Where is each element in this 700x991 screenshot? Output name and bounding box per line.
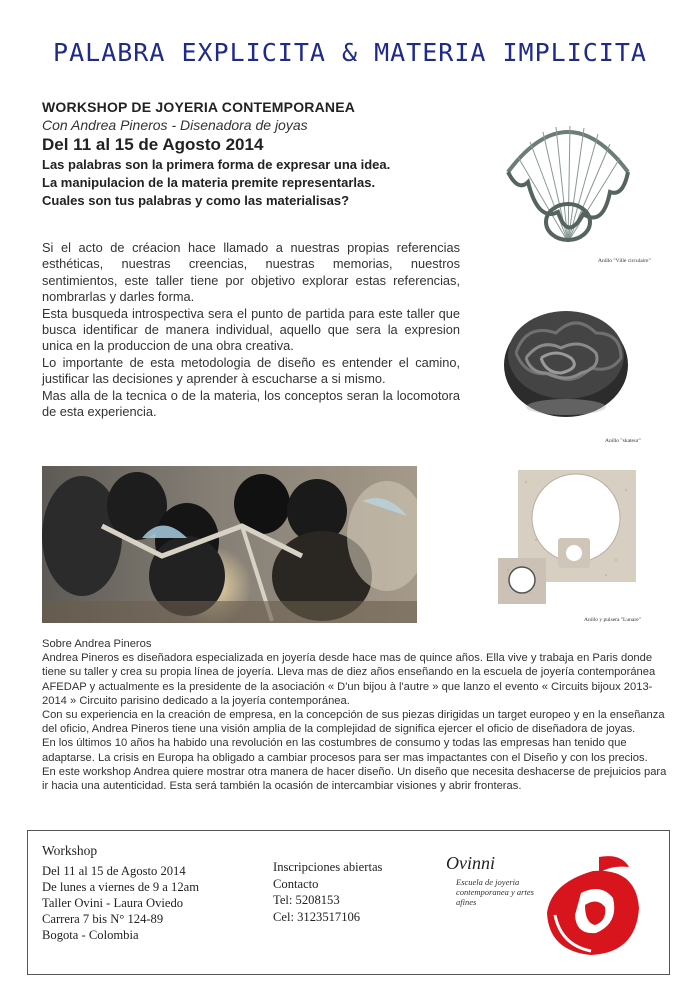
detail-line: Carrera 7 bis N° 124-89 xyxy=(42,912,164,926)
footer-heading: Workshop xyxy=(42,843,98,858)
description-paragraph: Esta busqueda introspectiva sera el punto de partida para este taller que busca identificar de manera individual, aquello que sera la expresion unica en la produccion de una obra creativa. xyxy=(42,305,460,354)
logo-tagline: Escuela de joyeria contemporanea y artes afines xyxy=(456,877,534,907)
about-section xyxy=(42,637,667,793)
ring-photo-skateur xyxy=(496,303,636,423)
logo-mark-icon xyxy=(541,853,646,958)
workshop-details xyxy=(42,843,199,943)
workshop-subtitle: Con Andrea Pineros - Disenadora de joyas xyxy=(42,117,308,133)
footer-box xyxy=(27,830,670,975)
workshop-intro xyxy=(42,99,462,209)
detail-line: De lunes a viernes de 9 a 12am xyxy=(42,880,200,894)
about-heading: Sobre Andrea Pineros xyxy=(42,638,152,650)
detail-line: Taller Ovini - Laura Oviedo xyxy=(42,896,184,910)
lead-line: Cuales son tus palabras y como las materialisas? xyxy=(42,193,350,208)
lead-line: La manipulacion de la materia premite representarlas. xyxy=(42,175,376,190)
contact-line: Contacto xyxy=(273,876,319,891)
ring3-caption: Anillo y pulsera "Lunare" xyxy=(584,617,641,623)
workshop-heading: WORKSHOP DE JOYERIA CONTEMPORANEA xyxy=(42,99,356,115)
description-paragraph: Mas alla de la tecnica o de la materia, los conceptos seran la locomotora de esta experiencia. xyxy=(42,387,460,420)
contact-details xyxy=(273,859,382,925)
ovinni-logo xyxy=(446,847,656,965)
about-paragraph: En los últimos 10 años ha habido una revolución en las costumbres de consumo y todas las empresas han tenido que adaptarse. La crisis en Europa ha obligado a cambiar procesos para ser mas impactantes con el Diseño y con los precios. xyxy=(42,737,648,764)
logo-name: Ovinni xyxy=(446,853,495,873)
about-paragraph: En este workshop Andrea quiere mostrar otra manera de hacer diseño. Un diseño que necesita deshacerse de prejuicios para ir hacia una autenticidad. Esta será también la ocasión de intercambiar visiones y abrir fronteras. xyxy=(42,765,667,793)
workshop-dates: Del 11 al 15 de Agosto 2014 xyxy=(42,135,264,154)
ring-photo-lunare xyxy=(496,470,641,605)
description-paragraph: Si el acto de créacion hace llamado a nuestras propias referencias esthéticas, nuestras creencias, nuestras memorias, nuestros sentimientos, este taller tiene por objetivo explorar estas referencias, nombrarlas y darles forma. xyxy=(42,240,460,305)
workshop-description xyxy=(42,240,460,420)
description-paragraph: Lo importante de esta metodologia de diseño es entender el camino, justificar las decisiones y aprender à escucharse a si mismo. xyxy=(42,354,460,387)
contact-line: Inscripciones abiertas xyxy=(273,860,383,874)
detail-line: Del 11 al 15 de Agosto 2014 xyxy=(42,864,186,878)
contact-line: Tel: 5208153 xyxy=(273,893,340,907)
ring1-caption: Anillo "Ville circulaire" xyxy=(598,258,651,264)
lead-line: Las palabras son la primera forma de expresar una idea. xyxy=(42,157,391,172)
workshop-photo xyxy=(42,466,417,623)
detail-line: Bogota - Colombia xyxy=(42,928,139,942)
contact-line: Cel: 3123517106 xyxy=(273,909,361,924)
ring2-caption: Anillo "skateur" xyxy=(605,438,641,444)
ring-photo-ville-circulaire xyxy=(498,102,638,247)
page-title: PALABRA EXPLICITA & MATERIA IMPLICITA xyxy=(53,38,647,67)
about-paragraph: Con su experiencia en la creación de empresa, en la concepción de sus piezas dirigidas un target europeo y en la enseñanza del oficio, Andrea Pineros tiene una visión amplia de la complejidad de significa ejercer el oficio de diseñadora de joyas. xyxy=(42,709,665,736)
about-paragraph: Andrea Pineros es diseñadora especializada en joyería desde hace mas de quince años. Ella vive y trabaja en Paris donde tiene su taller y crea su propia línea de joyería. Lleva mas de diez años enseñando en la escuela de joyería contemporánea AFEDAP y actualmente es la presidente de la asociación « D'un bijou à l'autre » que lanzo el evento « Circuits bijoux 2013-2014 » Circuito parisino dedicado a la joyería contemporánea. xyxy=(42,652,656,707)
